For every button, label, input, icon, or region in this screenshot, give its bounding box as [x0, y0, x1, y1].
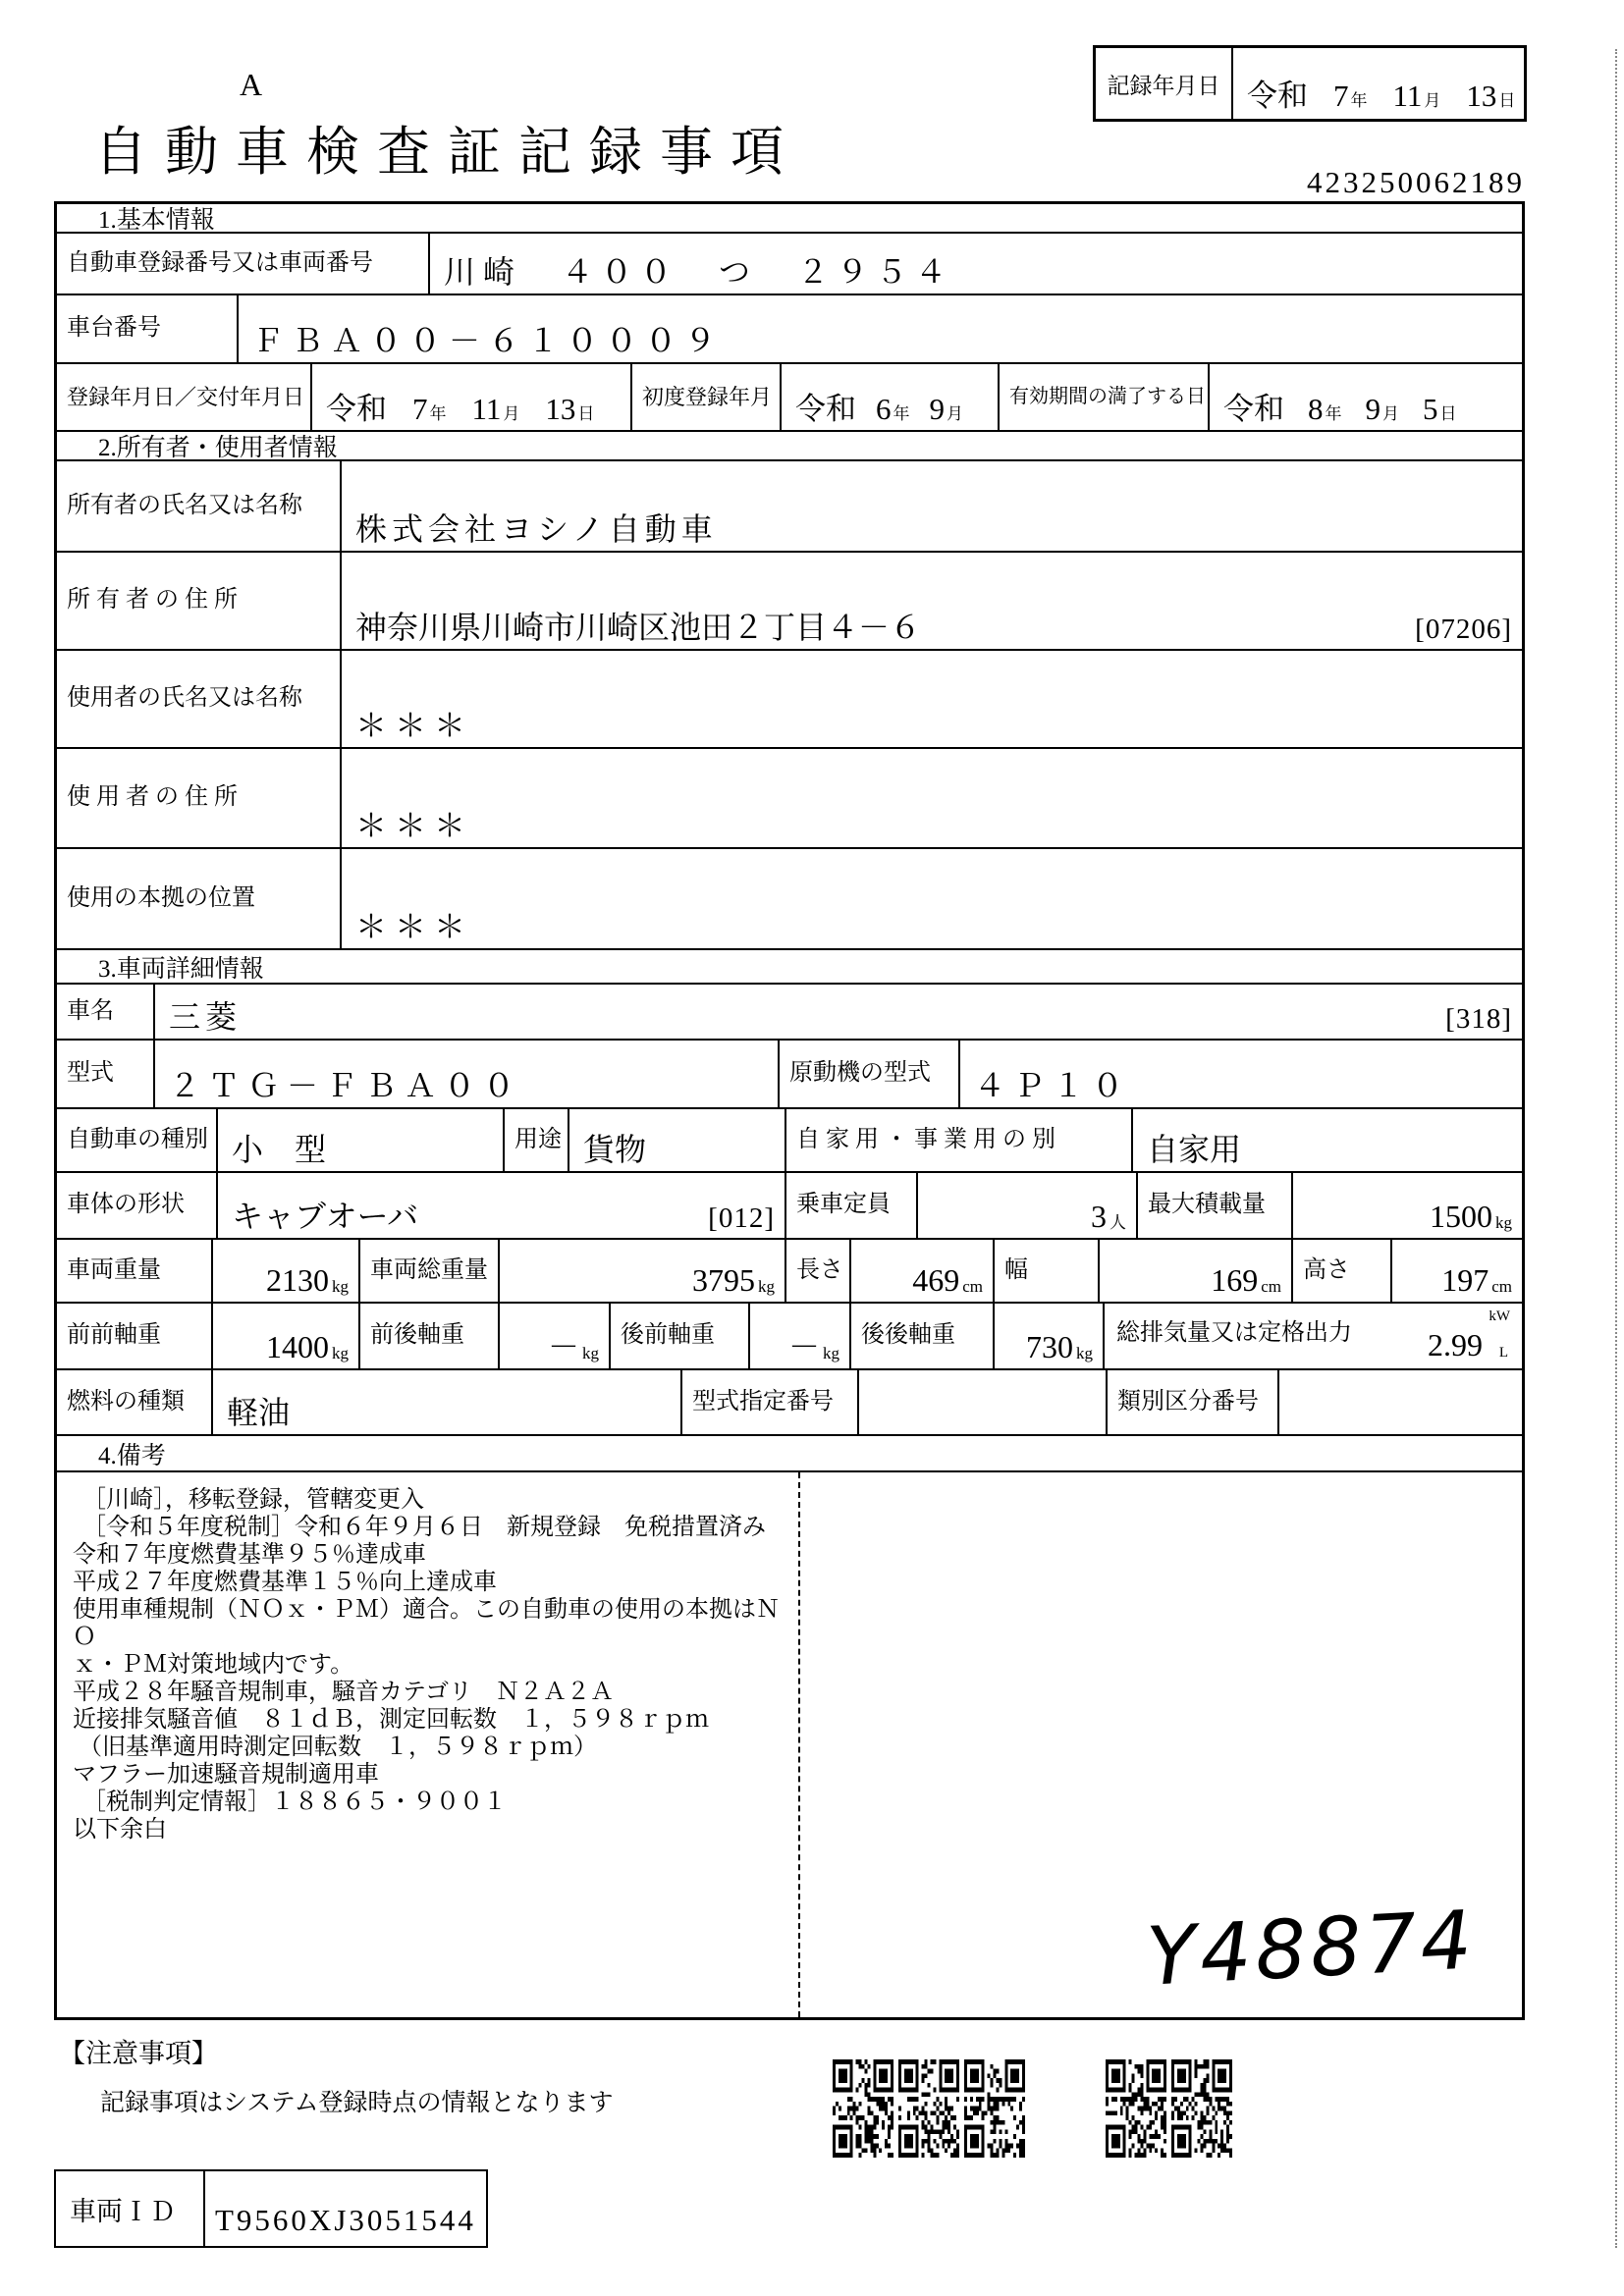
qr-code [833, 2059, 893, 2158]
chassis-number-label: 車台番号 [57, 295, 239, 362]
record-date-day: 13 [1466, 79, 1497, 113]
width-label: 幅 [995, 1240, 1100, 1302]
first-registration-label: 初度登録年月 [632, 364, 782, 430]
record-date-label: 記録年月日 [1096, 48, 1233, 119]
row-axle-weights [57, 1304, 1522, 1370]
qr-code [1171, 2059, 1232, 2158]
use-label: 用途 [505, 1109, 569, 1171]
power-cell [1105, 1304, 1522, 1368]
section-detail-header: 3.車両詳細情報 [57, 950, 1522, 985]
row-fuel [57, 1370, 1522, 1436]
axle-rr-label: 後後軸重 [851, 1304, 995, 1368]
record-date-year: 7 [1333, 79, 1349, 113]
row-chassis-number [57, 295, 1522, 364]
section-basic-header: 1.基本情報 [57, 204, 1522, 234]
height-value: 197 cm [1441, 1262, 1512, 1298]
remarks-line: 近接排気騒音値 ８１ｄＢ，測定回転数 １，５９８ｒｐｍ [73, 1707, 709, 1733]
user-address-label: 使 用 者 の 住 所 [57, 749, 342, 847]
row-body-shape [57, 1173, 1522, 1240]
expiry-date-value: 令和 8 年 9 月 5 日 [1223, 392, 1457, 426]
remarks-line: 以下余白 [73, 1817, 167, 1842]
engine-model-label: 原動機の型式 [780, 1041, 960, 1107]
capacity-value: 3 人 [918, 1173, 1138, 1238]
use-value: 貨物 [569, 1109, 786, 1171]
owner-address-value: 神奈川県川崎市川崎区池田２丁目４－６ [07206] [355, 610, 1512, 645]
row-model [57, 1041, 1522, 1109]
remarks-line: 令和７年度燃費基準９５％達成車 [73, 1542, 426, 1568]
first-registration-value: 令和 6 年 9 月 [782, 364, 1000, 430]
height-label: 高さ [1293, 1240, 1392, 1302]
remarks-text-column [57, 1472, 800, 2017]
category-value: 小 型 [218, 1109, 505, 1171]
model-value: ２ＴＧ－ＦＢＡ００ [155, 1041, 780, 1107]
axle-fr-label: 前後軸重 [360, 1304, 500, 1368]
row-user-address [57, 749, 1522, 849]
record-date-box [1093, 45, 1527, 122]
user-address-value: ＊＊＊ [355, 808, 474, 843]
body-shape-code: [012] [708, 1202, 775, 1234]
remarks-line: 使用車種規制（ＮＯｘ・ＰＭ）適合。この自動車の使用の本拠はＮＯ [73, 1597, 780, 1650]
width-value: 169 cm [1100, 1240, 1293, 1302]
engine-model-value: ４Ｐ１０ [974, 1068, 1132, 1103]
handwritten-number: Y48874 [1144, 1894, 1479, 2004]
body-shape-value: キャブオーバ [012] [218, 1173, 786, 1238]
power-unit-kw: kW [1489, 1308, 1510, 1324]
weight-value: 2130 kg [213, 1240, 360, 1302]
base-location-label: 使用の本拠の位置 [57, 849, 342, 948]
axle-rf-value: － kg [750, 1304, 851, 1368]
max-load-value: 1500 kg [1430, 1199, 1512, 1234]
max-load-label: 最大積載量 [1138, 1173, 1293, 1238]
owner-name-label: 所有者の氏名又は名称 [57, 461, 342, 551]
remarks-line: ［令和５年度税制］令和６年９月６日 新規登録 免税措置済み [82, 1515, 766, 1540]
row-weights [57, 1240, 1522, 1304]
record-date-era: 令和 [1247, 79, 1308, 113]
section-owner-header: 2.所有者・使用者情報 [57, 432, 1522, 461]
row-vehicle-name [57, 985, 1522, 1041]
doc-number: 423250062189 [1307, 165, 1525, 199]
qr-code [1106, 2059, 1166, 2158]
power-value: 2.99 [1428, 1327, 1483, 1362]
length-label: 長さ [786, 1240, 851, 1302]
scan-artifact [1615, 49, 1617, 2248]
registration-date-value: 令和 7 年 11 月 13 日 [312, 364, 632, 430]
remarks-line: ｘ・ＰＭ対策地域内です。 [73, 1652, 354, 1678]
user-name-value: ＊＊＊ [355, 708, 474, 743]
registration-number-label: 自動車登録番号又は車両番号 [57, 234, 430, 294]
page-mark: A [240, 67, 263, 102]
axle-ff-label: 前前軸重 [57, 1304, 213, 1368]
page-title: 自動車検査証記録事項 [94, 123, 801, 182]
qr-code [898, 2059, 959, 2158]
expiry-date-label: 有効期間の満了する日 [1000, 364, 1210, 430]
vehicle-id-label: 車両ＩＤ [56, 2171, 205, 2246]
type-approval-value [859, 1370, 1108, 1434]
row-registration-number [57, 234, 1522, 295]
qr-code [964, 2059, 1025, 2158]
ownership-label: 自 家 用 ・ 事 業 用 の 別 [786, 1109, 1133, 1171]
remarks-line: ［川崎］，移転登録，管轄変更入 [82, 1487, 424, 1513]
record-date-month: 11 [1392, 79, 1423, 113]
record-date-value: 令和 7 年 11 月 13 日 [1247, 79, 1516, 113]
owner-address-label: 所 有 者 の 住 所 [57, 553, 342, 649]
weight-label: 車両重量 [57, 1240, 213, 1302]
row-owner-address [57, 553, 1522, 651]
vehicle-name-code: [318] [1445, 1003, 1512, 1035]
base-location-value: ＊＊＊ [355, 909, 474, 944]
axle-rf-label: 後前軸重 [611, 1304, 750, 1368]
section-remarks-header: 4.備考 [57, 1436, 1522, 1472]
capacity-label: 乗車定員 [786, 1173, 918, 1238]
row-category [57, 1109, 1522, 1173]
length-value: 469 cm [851, 1240, 995, 1302]
power-label: 総排気量又は定格出力 [1116, 1320, 1352, 1346]
owner-name-value: 株式会社ヨシノ自動車 [355, 511, 718, 547]
remarks-line: （旧基準適用時測定回転数 １，５９８ｒｐｍ） [79, 1735, 597, 1760]
user-name-label: 使用者の氏名又は名称 [57, 651, 342, 747]
category-label: 自動車の種別 [57, 1109, 218, 1171]
registration-date-label: 登録年月日／交付年月日 [57, 364, 312, 430]
row-dates [57, 364, 1522, 432]
remarks-line: ［税制判定情報］１８８６５・９００１ [82, 1789, 507, 1815]
notice-title: 【注意事項】 [59, 2039, 218, 2068]
model-label: 型式 [57, 1041, 155, 1107]
vehicle-id-box [54, 2169, 488, 2248]
body-shape-label: 車体の形状 [57, 1173, 218, 1238]
vehicle-name-value: 三菱 [318] [169, 999, 1512, 1035]
class-number-label: 類別区分番号 [1108, 1370, 1279, 1434]
vehicle-id-value: T9560XJ3051544 [215, 2203, 476, 2237]
remarks-line: 平成２８年騒音規制車，騒音カテゴリ Ｎ２Ａ２Ａ [73, 1680, 615, 1705]
class-number-value [1279, 1370, 1522, 1434]
owner-address-code: [07206] [1415, 614, 1512, 645]
axle-ff-value: 1400 kg [213, 1304, 360, 1368]
row-owner-name [57, 461, 1522, 553]
type-approval-label: 型式指定番号 [682, 1370, 859, 1434]
remarks-line: マフラー加速騒音規制適用車 [73, 1762, 379, 1788]
fuel-value: 軽油 [213, 1370, 682, 1434]
fuel-label: 燃料の種類 [57, 1370, 213, 1434]
row-base-location [57, 849, 1522, 950]
chassis-number-value: ＦＢＡ００－６１０００９ [252, 323, 725, 358]
registration-number-value: 川崎 ４００ つ ２９５４ [444, 254, 955, 290]
gross-weight-label: 車両総重量 [360, 1240, 500, 1302]
gross-weight-value: 3795 kg [500, 1240, 786, 1302]
power-unit-l: L [1498, 1345, 1508, 1361]
certificate-table [54, 201, 1525, 2020]
remarks-line: 平成２７年度燃費基準１５％向上達成車 [73, 1570, 497, 1595]
vehicle-name-label: 車名 [57, 985, 155, 1039]
row-user-name [57, 651, 1522, 749]
notice-text: 記録事項はシステム登録時点の情報となります [100, 2090, 614, 2116]
axle-rr-value: 730 kg [995, 1304, 1105, 1368]
axle-fr-value: － kg [500, 1304, 611, 1368]
ownership-value: 自家用 [1147, 1132, 1242, 1167]
